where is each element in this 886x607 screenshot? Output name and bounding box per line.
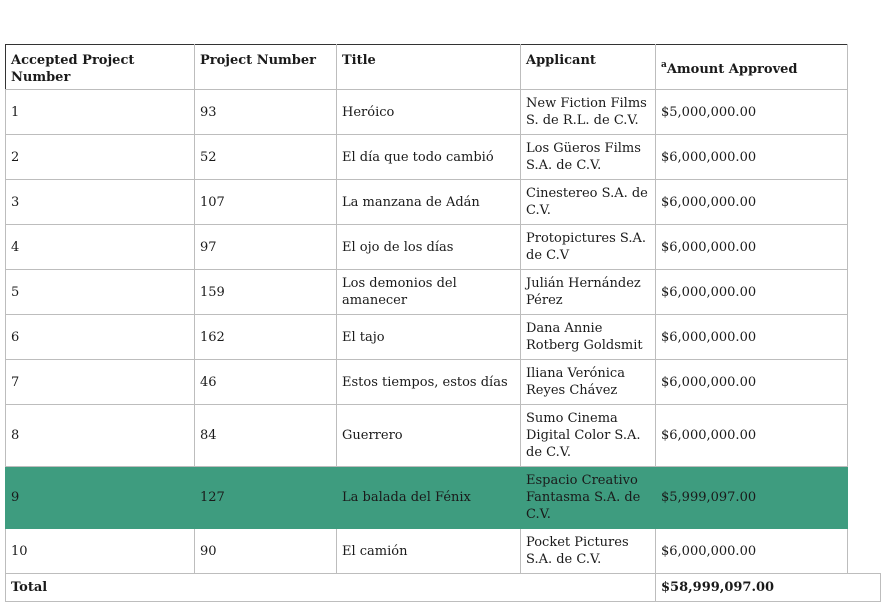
total-label: Total: [6, 574, 656, 602]
cell-amount: $6,000,000.00: [656, 225, 848, 270]
table-row: [6, 180, 881, 225]
cell-accepted: 10: [6, 529, 195, 574]
cell-accepted: 4: [6, 225, 195, 270]
cell-project: 159: [195, 270, 337, 315]
approved-projects-table: [5, 44, 881, 602]
footnote-marker: a: [661, 59, 667, 70]
row-spacer: [848, 467, 881, 529]
cell-title: La balada del Fénix: [337, 467, 521, 529]
row-spacer: [848, 360, 881, 405]
cell-project: 107: [195, 180, 337, 225]
header-row: [6, 45, 881, 90]
cell-project: 52: [195, 135, 337, 180]
cell-title: Estos tiempos, estos días: [337, 360, 521, 405]
header-amount-label: Amount Approved: [666, 61, 798, 77]
cell-title: Guerrero: [337, 405, 521, 467]
cell-applicant: New Fiction Films S. de R.L. de C.V.: [521, 90, 656, 135]
table-row: [6, 529, 881, 574]
cell-title: El tajo: [337, 315, 521, 360]
row-spacer: [848, 225, 881, 270]
cell-accepted: 1: [6, 90, 195, 135]
cell-amount: $6,000,000.00: [656, 405, 848, 467]
cell-project: 127: [195, 467, 337, 529]
cell-amount: $5,999,097.00: [656, 467, 848, 529]
cell-project: 90: [195, 529, 337, 574]
cell-accepted: 6: [6, 315, 195, 360]
table-row-highlighted: [6, 467, 881, 529]
total-value: $58,999,097.00: [656, 574, 881, 602]
table-row: [6, 135, 881, 180]
table-row: [6, 90, 881, 135]
header-project-number: Project Number: [195, 45, 337, 90]
cell-applicant: Pocket Pictures S.A. de C.V.: [521, 529, 656, 574]
cell-applicant: Iliana Verónica Reyes Chávez: [521, 360, 656, 405]
cell-amount: $6,000,000.00: [656, 529, 848, 574]
cell-accepted: 2: [6, 135, 195, 180]
table-row: [6, 225, 881, 270]
cell-project: 97: [195, 225, 337, 270]
cell-amount: $6,000,000.00: [656, 270, 848, 315]
cell-title: La manzana de Adán: [337, 180, 521, 225]
cell-applicant: Sumo Cinema Digital Color S.A. de C.V.: [521, 405, 656, 467]
header-title: Title: [337, 45, 521, 90]
cell-title: Los demonios del amanecer: [337, 270, 521, 315]
table-row: [6, 405, 881, 467]
cell-amount: $6,000,000.00: [656, 180, 848, 225]
cell-amount: $6,000,000.00: [656, 360, 848, 405]
cell-title: Heróico: [337, 90, 521, 135]
row-spacer: [848, 180, 881, 225]
table-row: [6, 360, 881, 405]
cell-project: 93: [195, 90, 337, 135]
header-applicant: Applicant: [521, 45, 656, 90]
cell-applicant: Protopictures S.A. de C.V: [521, 225, 656, 270]
header-accepted-project-number: Accepted Project Number: [6, 45, 195, 90]
cell-applicant: Dana Annie Rotberg Goldsmit: [521, 315, 656, 360]
table-row: [6, 270, 881, 315]
cell-project: 162: [195, 315, 337, 360]
cell-applicant: Julián Hernández Pérez: [521, 270, 656, 315]
row-spacer: [848, 270, 881, 315]
cell-accepted: 5: [6, 270, 195, 315]
cell-applicant: Cinestereo S.A. de C.V.: [521, 180, 656, 225]
table-row: [6, 315, 881, 360]
header-spacer: [848, 45, 881, 90]
row-spacer: [848, 405, 881, 467]
header-amount-approved: [656, 45, 848, 90]
cell-accepted: 7: [6, 360, 195, 405]
cell-project: 84: [195, 405, 337, 467]
cell-accepted: 9: [6, 467, 195, 529]
total-row: [6, 574, 881, 602]
row-spacer: [848, 90, 881, 135]
row-spacer: [848, 315, 881, 360]
cell-title: El día que todo cambió: [337, 135, 521, 180]
cell-title: El camión: [337, 529, 521, 574]
cell-amount: $5,000,000.00: [656, 90, 848, 135]
row-spacer: [848, 135, 881, 180]
cell-applicant: Espacio Creativo Fantasma S.A. de C.V.: [521, 467, 656, 529]
row-spacer: [848, 529, 881, 574]
cell-amount: $6,000,000.00: [656, 135, 848, 180]
cell-amount: $6,000,000.00: [656, 315, 848, 360]
cell-accepted: 3: [6, 180, 195, 225]
cell-accepted: 8: [6, 405, 195, 467]
cell-applicant: Los Güeros Films S.A. de C.V.: [521, 135, 656, 180]
cell-title: El ojo de los días: [337, 225, 521, 270]
cell-project: 46: [195, 360, 337, 405]
